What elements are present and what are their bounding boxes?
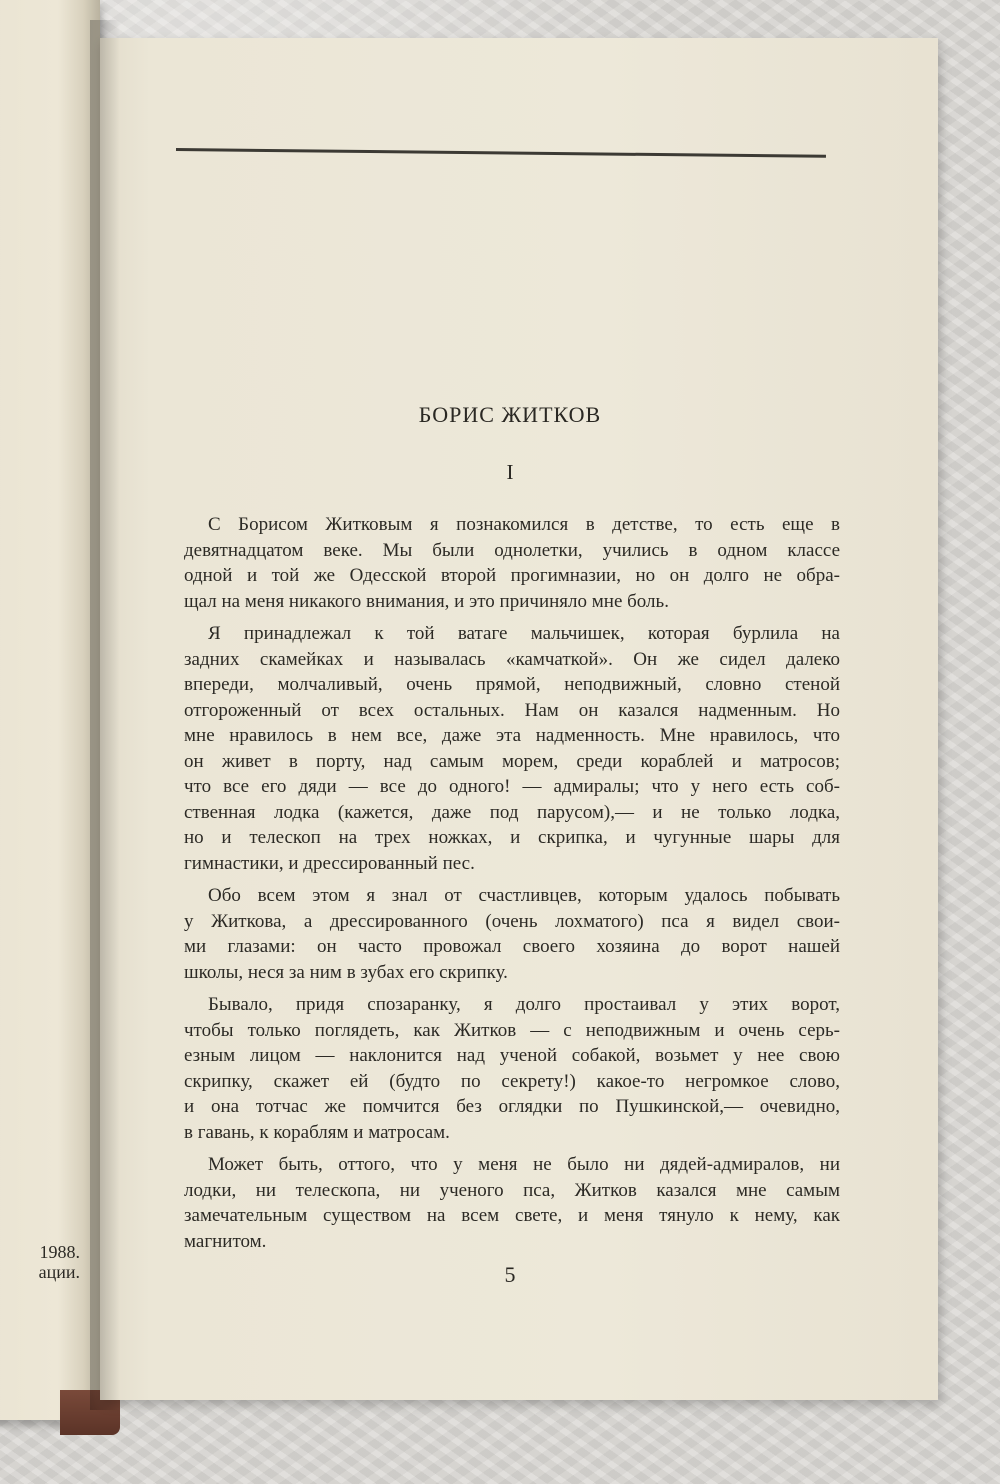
paragraph-1 xyxy=(160,512,840,614)
text-line: ственная лодка (кажется, даже под парусом),— и не только лодка, xyxy=(184,801,840,823)
text-line: Бывало, придя спозаранку, я долго простаивал у этих ворот, xyxy=(208,994,840,1015)
text-line: лодки, ни телескопа, ни ученого пса, Житков казался мне самым xyxy=(184,1179,840,1201)
left-page-text-line-2: ации. xyxy=(38,1262,80,1282)
text-line: но и телескоп на трех ножках, и скрипка, и чугунные шары для xyxy=(184,827,840,848)
text-line: в гавань, к кораблям и матросам. xyxy=(184,1121,450,1143)
text-line: впереди, молчаливый, очень прямой, неподвижный, словно стеной xyxy=(184,674,840,695)
text-line: задних скамейках и называлась «камчаткой». Он же сидел далеко xyxy=(184,648,840,670)
text-line: Я принадлежал к той ватаге мальчишек, которая бурлила на xyxy=(208,623,840,644)
text-line: что все его дяди — все до одного! — адмиралы; что у него есть соб- xyxy=(184,776,840,797)
text-line: магнитом. xyxy=(184,1230,267,1252)
paragraph-2 xyxy=(160,621,840,876)
text-line: у Житкова, а дрессированного (очень лохматого) пса я видел свои- xyxy=(184,910,840,932)
text-line: ми глазами: он часто провожал своего хозяина до ворот нашей xyxy=(184,936,840,957)
text-line: школы, неся за ним в зубах его скрипку. xyxy=(184,961,508,983)
paragraph-4 xyxy=(160,992,840,1145)
text-line: езным лицом — наклонится над ученой собакой, возьмет у нее свою xyxy=(184,1045,840,1066)
page-gutter-shadow xyxy=(90,20,120,1410)
left-page-edge xyxy=(0,0,100,1420)
text-line: одной и той же Одесской второй прогимназии, но он долго не обра- xyxy=(184,565,840,586)
text-line: он живет в порту, над самым морем, среди кораблей и матросов; xyxy=(184,750,840,772)
text-line: девятнадцатом веке. Мы были однолетки, учились в одном классе xyxy=(184,539,840,561)
text-line: щал на меня никакого внимания, и это причиняло мне боль. xyxy=(184,590,669,612)
text-line: Обо всем этом я знал от счастливцев, которым удалось побывать xyxy=(208,885,840,906)
text-line: С Борисом Житковым я познакомился в детстве, то есть еще в xyxy=(208,514,840,535)
text-line: и она тотчас же помчится без оглядки по Пушкинской,— очевидно, xyxy=(184,1096,840,1117)
text-line: мне нравилось в нем все, даже эта надменность. Мне нравилось, что xyxy=(184,725,840,746)
text-line: скрипку, скажет ей (будто по секрету!) какое-то негромкое слово, xyxy=(184,1070,840,1092)
left-page-text-line-1: 1988. xyxy=(39,1242,80,1262)
page-number: 5 xyxy=(504,1262,516,1287)
text-line: гимнастики, и дрессированный пес. xyxy=(184,852,475,874)
text-line: Может быть, оттого, что у меня не было ни дядей-адмиралов, ни xyxy=(208,1154,840,1175)
body-text xyxy=(160,512,840,1261)
paragraph-5 xyxy=(160,1152,840,1254)
paragraph-3 xyxy=(160,883,840,985)
text-line: замечательным существом на всем свете, и меня тянуло к нему, как xyxy=(184,1205,840,1226)
chapter-heading: БОРИС ЖИТКОВ xyxy=(418,402,602,427)
section-number: I xyxy=(506,460,514,484)
text-line: отгороженный от всех остальных. Нам он казался надменным. Но xyxy=(184,699,840,721)
text-line: чтобы только поглядеть, как Житков — с неподвижным и очень серь- xyxy=(184,1019,840,1041)
